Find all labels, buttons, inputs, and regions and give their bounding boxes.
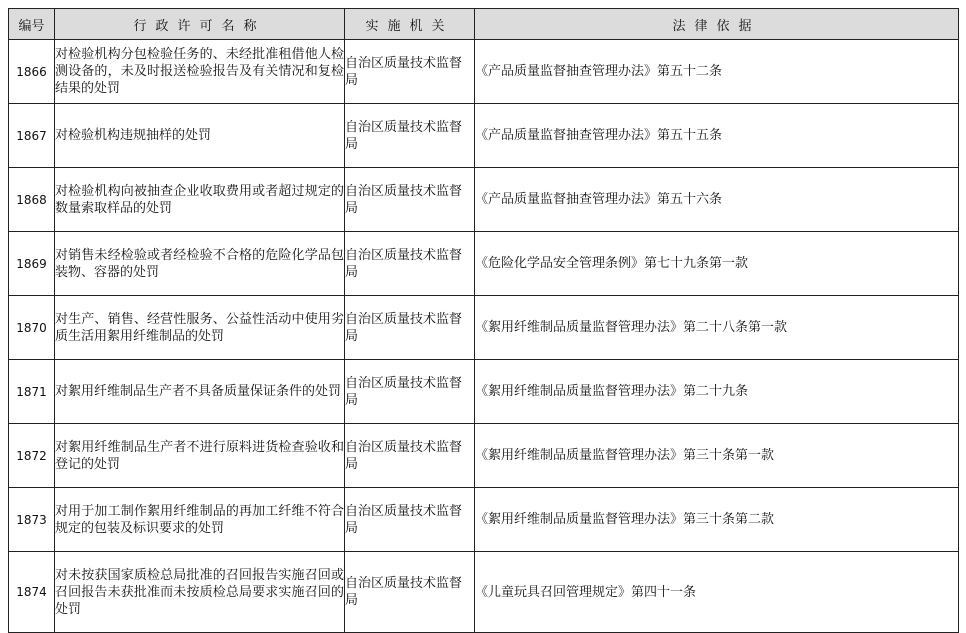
row-number: 1871 xyxy=(9,360,55,424)
row-number: 1869 xyxy=(9,232,55,296)
row-org: 自治区质量技术监督局 xyxy=(345,40,475,104)
header-org: 实施机关 xyxy=(345,9,475,40)
row-law: 《产品质量监督抽查管理办法》第五十五条 xyxy=(475,104,959,168)
row-org: 自治区质量技术监督局 xyxy=(345,168,475,232)
table-row xyxy=(9,488,959,552)
row-name: 对销售未经检验或者经检验不合格的危险化学品包装物、容器的处罚 xyxy=(55,232,345,296)
table-row xyxy=(9,232,959,296)
table-row xyxy=(9,40,959,104)
row-org: 自治区质量技术监督局 xyxy=(345,232,475,296)
row-org: 自治区质量技术监督局 xyxy=(345,104,475,168)
row-number: 1872 xyxy=(9,424,55,488)
row-name: 对检验机构向被抽查企业收取费用或者超过规定的数量索取样品的处罚 xyxy=(55,168,345,232)
row-org: 自治区质量技术监督局 xyxy=(345,488,475,552)
row-name: 对生产、销售、经营性服务、公益性活动中使用劣质生活用絮用纤维制品的处罚 xyxy=(55,296,345,360)
row-law: 《絮用纤维制品质量监督管理办法》第二十八条第一款 xyxy=(475,296,959,360)
row-law: 《产品质量监督抽查管理办法》第五十二条 xyxy=(475,40,959,104)
row-law: 《产品质量监督抽查管理办法》第五十六条 xyxy=(475,168,959,232)
row-name: 对絮用纤维制品生产者不具备质量保证条件的处罚 xyxy=(55,360,345,424)
row-org: 自治区质量技术监督局 xyxy=(345,296,475,360)
row-name: 对检验机构分包检验任务的、未经批准租借他人检测设备的，未及时报送检验报告及有关情况和复检结果的处罚 xyxy=(55,40,345,104)
table-row xyxy=(9,168,959,232)
row-number: 1867 xyxy=(9,104,55,168)
table-row xyxy=(9,552,959,633)
header-row xyxy=(9,9,959,40)
row-name: 对未按获国家质检总局批准的召回报告实施召回或召回报告未获批准而未按质检总局要求实施召回的处罚 xyxy=(55,552,345,633)
row-name: 对絮用纤维制品生产者不进行原料进货检查验收和登记的处罚 xyxy=(55,424,345,488)
header-law: 法律依据 xyxy=(475,9,959,40)
table-row xyxy=(9,424,959,488)
row-law: 《絮用纤维制品质量监督管理办法》第三十条第二款 xyxy=(475,488,959,552)
row-law: 《危险化学品安全管理条例》第七十九条第一款 xyxy=(475,232,959,296)
row-name: 对用于加工制作絮用纤维制品的再加工纤维不符合规定的包装及标识要求的处罚 xyxy=(55,488,345,552)
row-org: 自治区质量技术监督局 xyxy=(345,360,475,424)
header-name: 行政许可名称 xyxy=(55,9,345,40)
row-name: 对检验机构违规抽样的处罚 xyxy=(55,104,345,168)
row-number: 1873 xyxy=(9,488,55,552)
row-law: 《絮用纤维制品质量监督管理办法》第二十九条 xyxy=(475,360,959,424)
row-org: 自治区质量技术监督局 xyxy=(345,552,475,633)
row-number: 1866 xyxy=(9,40,55,104)
row-number: 1870 xyxy=(9,296,55,360)
table-row xyxy=(9,360,959,424)
table-row xyxy=(9,104,959,168)
row-number: 1874 xyxy=(9,552,55,633)
row-law: 《絮用纤维制品质量监督管理办法》第三十条第一款 xyxy=(475,424,959,488)
penalty-table xyxy=(8,8,959,633)
header-number: 编号 xyxy=(9,9,55,40)
row-number: 1868 xyxy=(9,168,55,232)
row-org: 自治区质量技术监督局 xyxy=(345,424,475,488)
table-row xyxy=(9,296,959,360)
row-law: 《儿童玩具召回管理规定》第四十一条 xyxy=(475,552,959,633)
